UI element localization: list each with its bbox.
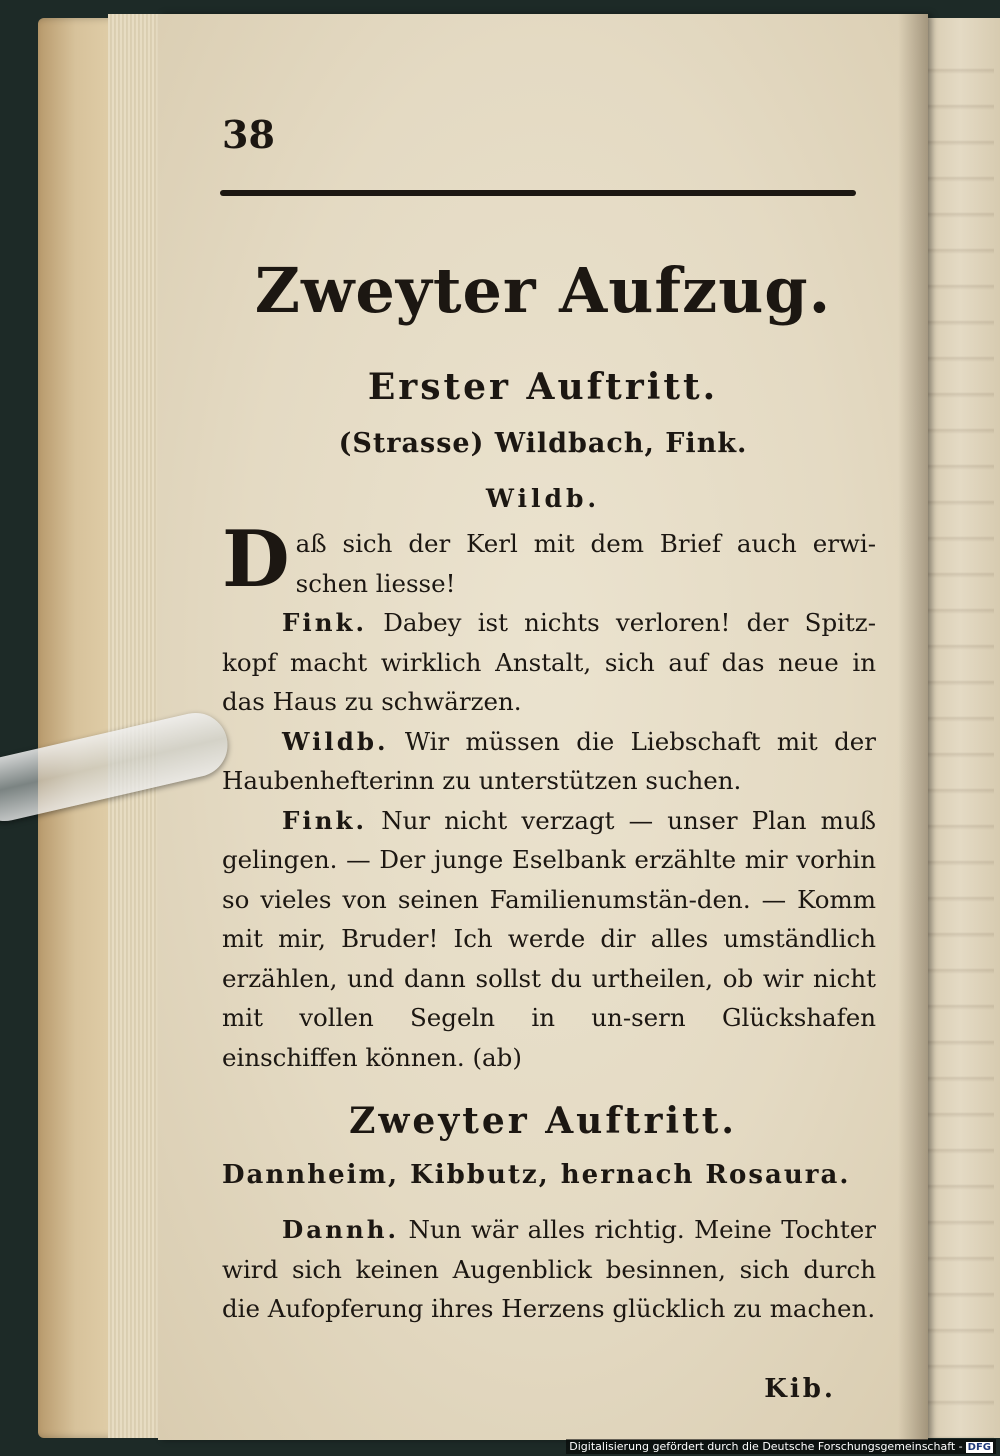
dialogue-block-1 <box>222 514 876 1077</box>
page-number: 38 <box>222 112 275 157</box>
dialogue-text: Wir müssen die Liebschaft mit der Haubenhefterinn zu unterstützen suchen. <box>222 726 876 795</box>
scene-setting: (Strasse) Wildbach, Fink. <box>338 428 748 459</box>
dialogue-text: Nun wär alles richtig. Meine Tochter wird sich keinen Augenblick besinnen, sich durch die Aufopferung ihres Herzens glücklich zu machen. <box>222 1215 876 1323</box>
dialogue-paragraph <box>222 603 876 722</box>
header-rule <box>220 190 856 196</box>
scene-cast: Dannheim, Kibbutz, hernach Rosaura. <box>222 1160 851 1190</box>
dialogue-text: Dabey ist nichts verloren! der Spitz-kopf macht wirklich Anstalt, sich auf das neue in das Haus zu schwärzen. <box>222 608 876 716</box>
dialogue-text: Nur nicht verzagt — unser Plan muß gelingen. — Der junge Eselbank erzählte mir vorhin so vieles von seinen Familienumstän-den. — Komm mit mir, Bruder! Ich werde dir alles umständlich erzählen, und dann sollst du urtheilen, ob wir nicht mit vollen Segeln in un-sern Glückshafen einschiffen können. (ab) <box>222 805 876 1072</box>
catchword: Kib. <box>764 1374 836 1404</box>
speaker-heading: Wildb. <box>485 484 601 513</box>
page-gutter-shadow <box>898 14 928 1440</box>
drop-cap: D <box>222 514 290 605</box>
book-page <box>158 14 928 1440</box>
scene-heading-2: Zweyter Auftritt. <box>349 1100 737 1142</box>
dfg-logo: DFG <box>967 1442 991 1453</box>
act-heading: Zweyter Aufzug. <box>254 254 832 327</box>
digitization-credit <box>566 1439 996 1454</box>
speaker-name: Wildb. <box>282 726 389 756</box>
dialogue-paragraph <box>222 514 876 605</box>
dialogue-text: aß sich der Kerl mit dem Brief auch erwi-schen liesse! <box>295 529 876 598</box>
facing-page-bleed <box>926 38 994 1438</box>
dialogue-block-2 <box>222 1210 876 1329</box>
speaker-name: Fink. <box>282 805 368 835</box>
dialogue-paragraph <box>222 801 876 1078</box>
credit-text: Digitalisierung gefördert durch die Deutsche Forschungsgemeinschaft - <box>569 1440 963 1453</box>
speaker-name: Dannh. <box>282 1215 400 1244</box>
dialogue-paragraph <box>222 1210 876 1329</box>
scene-heading: Erster Auftritt. <box>367 366 719 408</box>
speaker-name: Fink. <box>282 608 368 637</box>
dialogue-paragraph <box>222 722 876 801</box>
book-right-page <box>920 18 1000 1438</box>
